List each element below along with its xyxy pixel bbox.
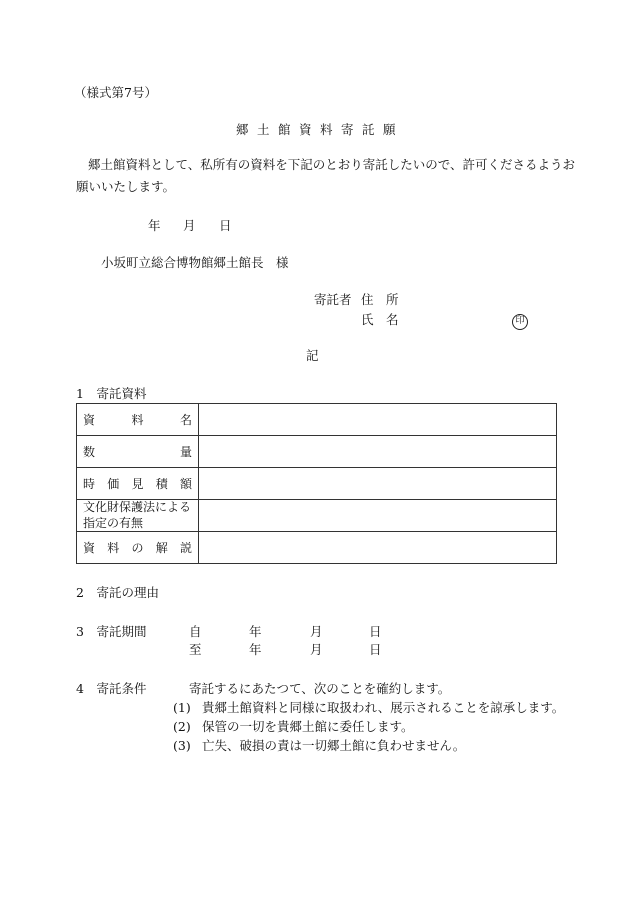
row-label	[77, 532, 199, 564]
period-from-day: 日	[369, 624, 382, 639]
materials-name-field[interactable]	[199, 404, 557, 436]
period-to-day: 日	[369, 642, 382, 657]
row-label-text: 数 量	[83, 445, 192, 459]
intro-line-1: 郷土館資料として、私所有の資料を下記のとおり寄託したいので、許可くださるようお	[88, 157, 576, 172]
period-to-year: 年	[249, 642, 262, 657]
name-label: 氏 名	[361, 312, 399, 327]
table-row	[77, 468, 557, 500]
table-row	[77, 436, 557, 468]
designation-field[interactable]	[199, 500, 557, 532]
condition-text: 貴郷土館資料と同様に取扱われ、展示されることを諒承します。	[202, 700, 565, 715]
row-label	[77, 404, 199, 436]
market-value-field[interactable]	[199, 468, 557, 500]
row-label-text: 資 料 の 解 説	[83, 541, 192, 556]
date-day-label: 日	[219, 218, 232, 233]
table-row	[77, 404, 557, 436]
condition-text: 保管の一切を貴郷土館に委任します。	[202, 719, 414, 734]
period-from-year: 年	[249, 624, 262, 639]
date-month-label: 月	[183, 218, 196, 233]
address-label: 住 所	[361, 292, 399, 307]
row-label	[77, 468, 199, 500]
section1-heading: 1 寄託資料	[76, 386, 147, 401]
quantity-field[interactable]	[199, 436, 557, 468]
conditions-intro: 寄託するにあたつて、次のことを確約します。	[189, 681, 451, 696]
form-number: （様式第7号）	[74, 85, 157, 100]
addressee: 小坂町立総合博物館郷土館長 様	[101, 255, 289, 270]
description-field[interactable]	[199, 532, 557, 564]
date-year-label: 年	[148, 218, 161, 233]
period-to-label: 至	[189, 642, 202, 657]
condition-number: (2)	[173, 719, 191, 734]
intro-line-2: 願いいたします。	[76, 179, 176, 194]
table-row	[77, 532, 557, 564]
seal-mark	[512, 313, 528, 330]
deposit-materials-table	[76, 403, 557, 564]
condition-number: (1)	[173, 700, 191, 715]
condition-text: 亡失、破損の責は一切郷土館に負わせません。	[202, 738, 466, 753]
row-label-text: 時 価 見 積 額	[83, 477, 192, 491]
section3-heading: 3 寄託期間	[76, 624, 147, 639]
table-row	[77, 500, 557, 532]
ki-label: 記	[306, 348, 319, 363]
condition-number: (3)	[173, 738, 191, 753]
period-to-month: 月	[310, 642, 323, 657]
section2-heading: 2 寄託の理由	[76, 585, 159, 600]
period-from-label: 自	[189, 624, 202, 639]
section4-heading: 4 寄託条件	[76, 681, 147, 696]
row-label-text: 資 料 名	[83, 413, 192, 427]
applicant-role: 寄託者	[314, 292, 352, 307]
period-from-month: 月	[310, 624, 323, 639]
row-label-text: 文化財保護法による指定の有無	[83, 500, 192, 530]
seal-icon: 印	[512, 314, 528, 330]
row-label	[77, 500, 199, 532]
page-title: 郷土館資料寄託願	[236, 122, 405, 137]
row-label	[77, 436, 199, 468]
